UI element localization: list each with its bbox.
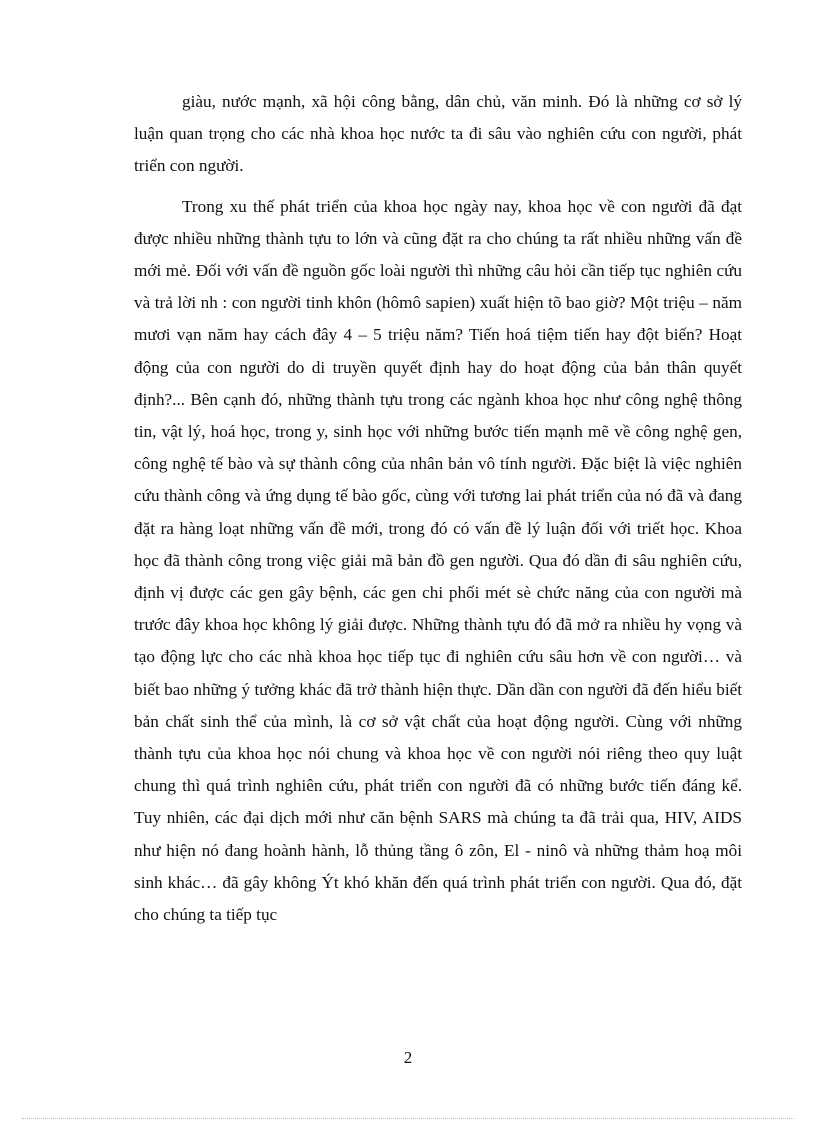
page-bottom-divider bbox=[22, 1118, 794, 1119]
paragraph-1: giàu, nước mạnh, xã hội công bằng, dân chủ, văn minh. Đó là những cơ sở lý luận quan trọng cho các nhà khoa học nước ta đi sâu vào nghiên cứu con người, phát triển con người. bbox=[134, 92, 742, 176]
document-body bbox=[134, 86, 742, 931]
page-number: 2 bbox=[403, 1048, 413, 1067]
paragraph-2: Trong xu thế phát triển của khoa học ngày nay, khoa học về con người đã đạt được nhiều những thành tựu to lớn và cũng đặt ra cho chúng ta rất nhiều những vấn đề mới mẻ. Đối với vấn đề nguồn gốc loài người thì những câu hỏi cần tiếp tục nghiên cứu và trả lời nh : con người tinh khôn (hômô sapien) xuất hiện tõ bao giờ? Một triệu – năm mươi vạn năm hay cách đây 4 – 5 triệu năm? Tiến hoá tiệm tiến hay đột biến? Hoạt động của con người do di truyền quyết định hay do hoạt động của bản thân quyết định?... Bên cạnh đó, những thành tựu trong các ngành khoa học như công nghệ thông tin, vật lý, hoá học, trong y, sinh học với những bước tiến mạnh mẽ về công nghệ gen, công nghệ tế bào và sự thành công của nhân bản vô tính người. Đặc biệt là việc nghiên cứu thành công và ứng dụng tế bào gốc, cùng với tương lai phát triển của nó đã và đang đặt ra hàng loạt những vấn đề mới, trong đó có vấn đề lý luận đối với triết học. Khoa học đã thành công trong việc giải mã bản đồ gen người. Qua đó dần đi sâu nghiên cứu, định vị được các gen gây bệnh, các gen chi phối mét sè chức năng của con người mà trước đây khoa học không lý giải được. Những thành tựu đó đã mở ra nhiều hy vọng và tạo động lực cho các nhà khoa học tiếp tục đi nghiên cứu sâu hơn về con người… và biết bao những ý tưởng khác đã trở thành hiện thực. Dần dần con người đã đến hiểu biết bản chất sinh thể của mình, là cơ sở vật chất của hoạt động người. Cùng với những thành tựu của khoa học nói chung và khoa học về con người nói riêng theo quy luật chung thì quá trình nghiên cứu, phát triển con người đã có những bước tiến đáng kể. Tuy nhiên, các đại dịch mới như căn bệnh SARS mà chúng ta đã trải qua, HIV, AIDS như hiện nó đang hoành hành, lỗ thủng tầng ô zôn, El - ninô và những thảm hoạ môi sinh khác… đã gây không Ýt khó khăn đến quá trình phát triển con người. Qua đó, đặt cho chúng ta tiếp tục bbox=[134, 196, 742, 925]
